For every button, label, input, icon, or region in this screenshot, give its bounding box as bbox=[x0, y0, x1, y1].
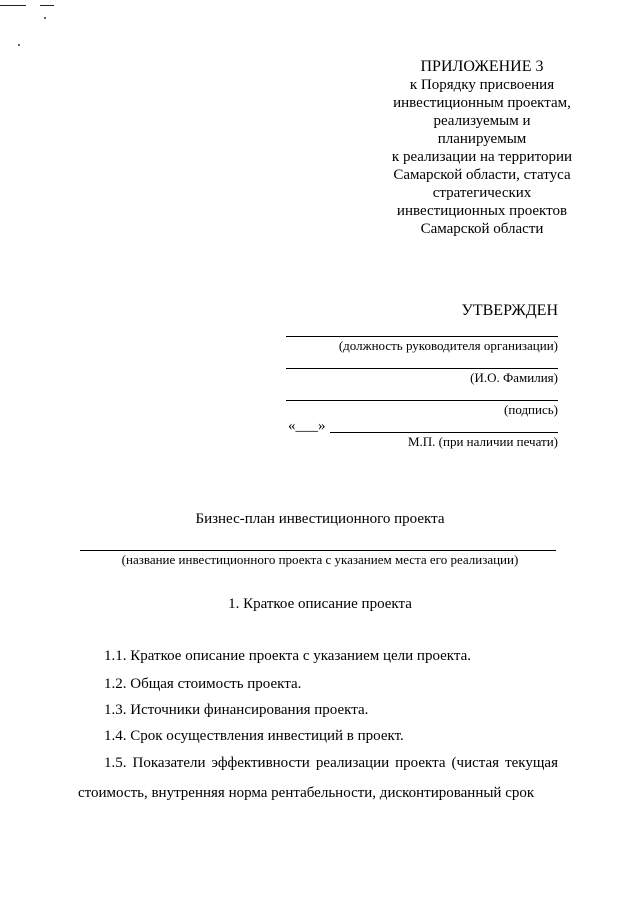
date-line bbox=[330, 432, 558, 433]
signature-caption: (подпись) bbox=[504, 402, 558, 417]
section-item: 1.4. Срок осуществления инвестиций в проект. bbox=[104, 728, 404, 744]
appendix-header bbox=[352, 58, 612, 238]
section-item-paragraph: 1.5. Показатели эффективности реализации проекта (чистая текущая стоимость, внутренняя норма рентабельности, дисконтированный срок bbox=[78, 755, 558, 801]
name-line bbox=[286, 368, 558, 369]
section-item: 1.3. Источники финансирования проекта. bbox=[104, 702, 369, 718]
date-mark: «___» bbox=[288, 418, 326, 434]
appendix-line: планируемым bbox=[437, 131, 527, 147]
section-item: 1.1. Краткое описание проекта с указанием цели проекта. bbox=[104, 648, 472, 664]
scan-speck bbox=[44, 17, 46, 19]
business-plan-title: Бизнес-план инвестиционного проекта bbox=[195, 511, 445, 527]
scan-speck bbox=[18, 44, 20, 46]
approved-title: УТВЕРЖДЕН bbox=[461, 302, 558, 319]
signature-line bbox=[286, 400, 558, 401]
section-heading: 1. Краткое описание проекта bbox=[228, 596, 412, 612]
appendix-line: инвестиционных проектов bbox=[396, 203, 568, 219]
appendix-line: инвестиционным проектам, bbox=[393, 95, 571, 111]
scan-edge-mark bbox=[40, 5, 54, 6]
appendix-line: Самарской области, статуса bbox=[393, 167, 571, 183]
section-item: 1.2. Общая стоимость проекта. bbox=[104, 676, 302, 692]
appendix-line: реализуемым и bbox=[433, 113, 531, 129]
appendix-line: Самарской области bbox=[420, 221, 544, 237]
name-caption: (И.О. Фамилия) bbox=[470, 370, 558, 385]
position-line bbox=[286, 336, 558, 337]
stamp-caption: М.П. (при наличии печати) bbox=[407, 434, 558, 449]
appendix-heading: ПРИЛОЖЕНИЕ 3 bbox=[420, 58, 544, 75]
position-caption: (должность руководителя организации) bbox=[338, 338, 558, 353]
project-name-line bbox=[80, 550, 556, 551]
project-name-caption: (название инвестиционного проекта с указанием места его реализации) bbox=[121, 552, 519, 567]
appendix-line: к реализации на территории bbox=[391, 149, 573, 165]
appendix-line: стратегических bbox=[432, 185, 532, 201]
appendix-line: к Порядку присвоения bbox=[409, 77, 555, 93]
scan-edge-mark bbox=[0, 5, 26, 6]
